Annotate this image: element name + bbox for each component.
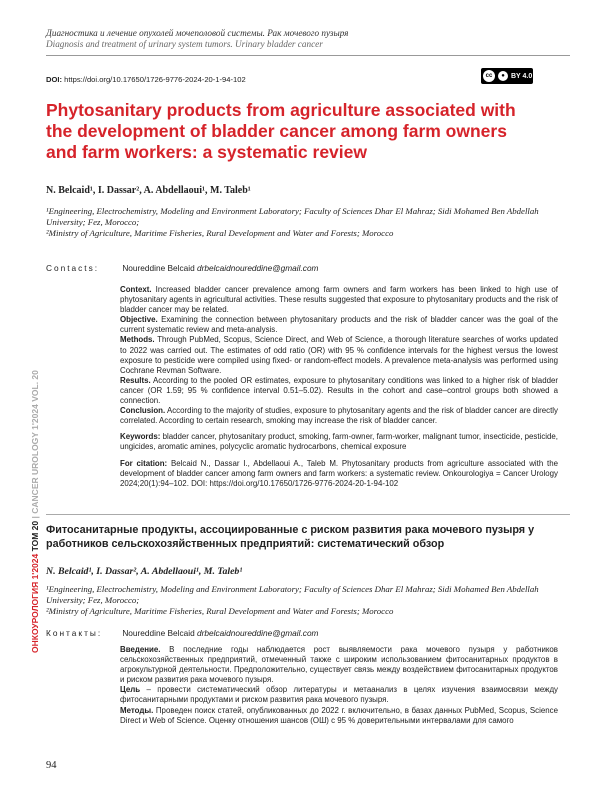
ru-affiliation-1: ¹Engineering, Electrochemistry, Modeling and Environment Laboratory; Faculty of Sciences Dhar El Mahraz; Sidi Mohamed Ben Abdellah University; Fez, Morocco; xyxy=(46,584,539,605)
affiliations xyxy=(46,206,556,239)
ru-contacts-label: Контакты: xyxy=(46,628,103,638)
ru-goal-text: – провести систематический обзор литературы и метаанализ в целях изучения взаимосвязи между фитосанитарными продуктами и риском развития рака мочевого пузыря. xyxy=(120,685,558,705)
ru-methods xyxy=(120,706,558,726)
contacts xyxy=(46,263,318,273)
running-header-en: Diagnosis and treatment of urinary system tumors. Urinary bladder cancer xyxy=(46,39,323,49)
abstract-objective xyxy=(120,315,558,335)
keywords-label: Keywords: xyxy=(120,432,161,442)
ru-affiliations xyxy=(46,584,556,617)
attribution-icon: ● xyxy=(498,71,508,81)
ru-goal xyxy=(120,685,558,705)
affiliation-1: ¹Engineering, Electrochemistry, Modeling and Environment Laboratory; Faculty of Sciences Dhar El Mahraz; Sidi Mohamed Ben Abdellah University; Fez, Morocco; xyxy=(46,206,539,227)
context-text: Increased bladder cancer prevalence among farm owners and farm workers has been linked to high use of phytosanitary agents in agricultural activities. These results suggested that exposure to phytosanitary products and the risk of bladder cancer may be related. xyxy=(120,285,558,315)
abstract-conclusion xyxy=(120,406,558,426)
abstract-results xyxy=(120,376,558,406)
contacts-name: Noureddine Belcaid xyxy=(122,263,195,273)
abstract-citation xyxy=(120,459,558,489)
ru-contacts xyxy=(46,628,318,638)
ru-abstract xyxy=(120,645,558,726)
doi-label: DOI: xyxy=(46,75,63,84)
abstract-keywords xyxy=(120,432,558,452)
ru-contacts-name: Noureddine Belcaid xyxy=(122,628,195,638)
conclusion-label: Conclusion. xyxy=(120,406,166,416)
journal-name-ru: ОНКОУРОЛОГИЯ xyxy=(30,581,40,653)
methods-label: Methods. xyxy=(120,335,155,345)
ru-authors: N. Belcaid¹, I. Dassar², A. Abdellaoui¹, M. Taleb¹ xyxy=(46,566,243,577)
results-text: According to the pooled OR estimates, exposure to phytosanitary conditions was linked to a higher risk of bladder cancer (OR 1.59; 95 % confidence interval 0.51–5.02). Results in the cohort and case–control groups both showed a connection. xyxy=(120,375,558,406)
objective-text: Examining the connection between phytosanitary products and the risk of bladder cancer was the goal of the current systematic review and meta-analysis. xyxy=(120,315,558,335)
ru-contacts-email[interactable]: drbelcaidnoureddine@gmail.com xyxy=(197,628,319,638)
journal-sidebar-text xyxy=(30,370,40,653)
page-number: 94 xyxy=(46,760,57,771)
results-label: Results. xyxy=(120,375,151,385)
methods-text: Through PubMed, Scopus, Science Direct, and Web of Science, a thorough literature searches of works updated to 2022 was carried out. The estimates of odd ratio (OR) with 95 % confidence intervals for the highest versus the lowest exposure to pesticide were compiled using fixed- or random-effect models. A prevalence meta-analysis was performed using Cochrane Revman Software. xyxy=(120,335,558,375)
license-badge[interactable] xyxy=(481,68,533,84)
abstract-context xyxy=(120,285,558,315)
sidebar-separator: | xyxy=(30,516,40,519)
ru-intro xyxy=(120,645,558,685)
journal-sidebar xyxy=(20,370,40,653)
affiliation-2: ²Ministry of Agriculture, Maritime Fisheries, Rural Development and Water and Forests; Morocco xyxy=(46,228,394,238)
issue-ru: 1'2024 xyxy=(30,553,40,580)
contacts-email[interactable]: drbelcaidnoureddine@gmail.com xyxy=(197,263,319,273)
ru-methods-text: Проведен поиск статей, опубликованных до 2022 г. включительно, в базах данных PubMed, Scopus, Science Direct и Web of Science. Оценку отношения шансов (ОШ) с 95 % доверительными интервалами для самого xyxy=(120,705,558,725)
section-divider xyxy=(46,514,570,515)
keywords-text: bladder cancer, phytosanitary product, smoking, farm-owner, farm-worker, malignant tumor, insecticide, pesticide, ungicides, aromatic amines, polycyclic aromatic hydrocarbons, chemical exposure xyxy=(120,432,558,452)
abstract-methods xyxy=(120,335,558,375)
running-header-ru: Диагностика и лечение опухолей мочеполовой системы. Рак мочевого пузыря xyxy=(46,28,349,38)
header-divider xyxy=(46,55,570,56)
doi-link[interactable]: https://doi.org/10.17650/1726-9776-2024-20-1-94-102 xyxy=(64,75,246,84)
running-header xyxy=(46,28,348,50)
journal-name-en: CANCER UROLOGY xyxy=(30,432,40,514)
volume-en: VOL. 20 xyxy=(30,370,40,402)
ru-goal-label: Цель xyxy=(120,685,141,695)
citation-text: Belcaid N., Dassar I., Abdellaoui A., Taleb M. Phytosanitary products from agriculture associated with the development of bladder cancer among farm owners and farm workers: a systematic review. Onkourologiya = Cancer Urology 2024;20(1):94–102. DOI: https://doi.org/10.17650/1726-9776-2024-20-1-94-102 xyxy=(120,458,558,488)
ru-methods-label: Методы. xyxy=(120,705,154,715)
cc-icon: cc xyxy=(483,70,495,82)
abstract-en xyxy=(120,285,558,489)
context-label: Context. xyxy=(120,285,152,294)
ru-intro-text: В последние годы наблюдается рост выявляемости рака мочевого пузыря у работников сельскохозяйственных предприятий, отмеченный также с широким использованием фитосанитарных продуктов в агрокультурной деятельности. Предположительно, существует связь между воздействием фитосанитарных продуктов и риском развития рака мочевого пузыря. xyxy=(120,645,558,685)
ru-article-title: Фитосанитарные продукты, ассоциированные с риском развития рака мочевого пузыря у работников сельскохозяйственных предприятий: систематический обзор xyxy=(46,524,535,550)
objective-label: Objective. xyxy=(120,315,158,325)
article-title: Phytosanitary products from agriculture associated with the development of bladder cancer among farm owners and farm workers: a systematic review xyxy=(46,100,516,162)
license-label: BY 4.0 xyxy=(511,72,533,80)
authors: N. Belcaid¹, I. Dassar², A. Abdellaoui¹, M. Taleb¹ xyxy=(46,185,251,196)
issue-en: 1'2024 xyxy=(30,404,40,430)
ru-intro-label: Введение. xyxy=(120,645,161,654)
ru-affiliation-2: ²Ministry of Agriculture, Maritime Fisheries, Rural Development and Water and Forests; Morocco xyxy=(46,606,394,616)
volume-ru: ТОМ 20 xyxy=(30,520,40,552)
doi-line[interactable] xyxy=(46,75,246,84)
citation-label: For citation: xyxy=(120,458,168,468)
conclusion-text: According to the majority of studies, exposure to phytosanitary agents and the risk of bladder cancer are directly correlated. According to certain research, smoking may increase the risk of bladder cancer. xyxy=(120,406,558,426)
contacts-label: Contacts: xyxy=(46,263,100,273)
